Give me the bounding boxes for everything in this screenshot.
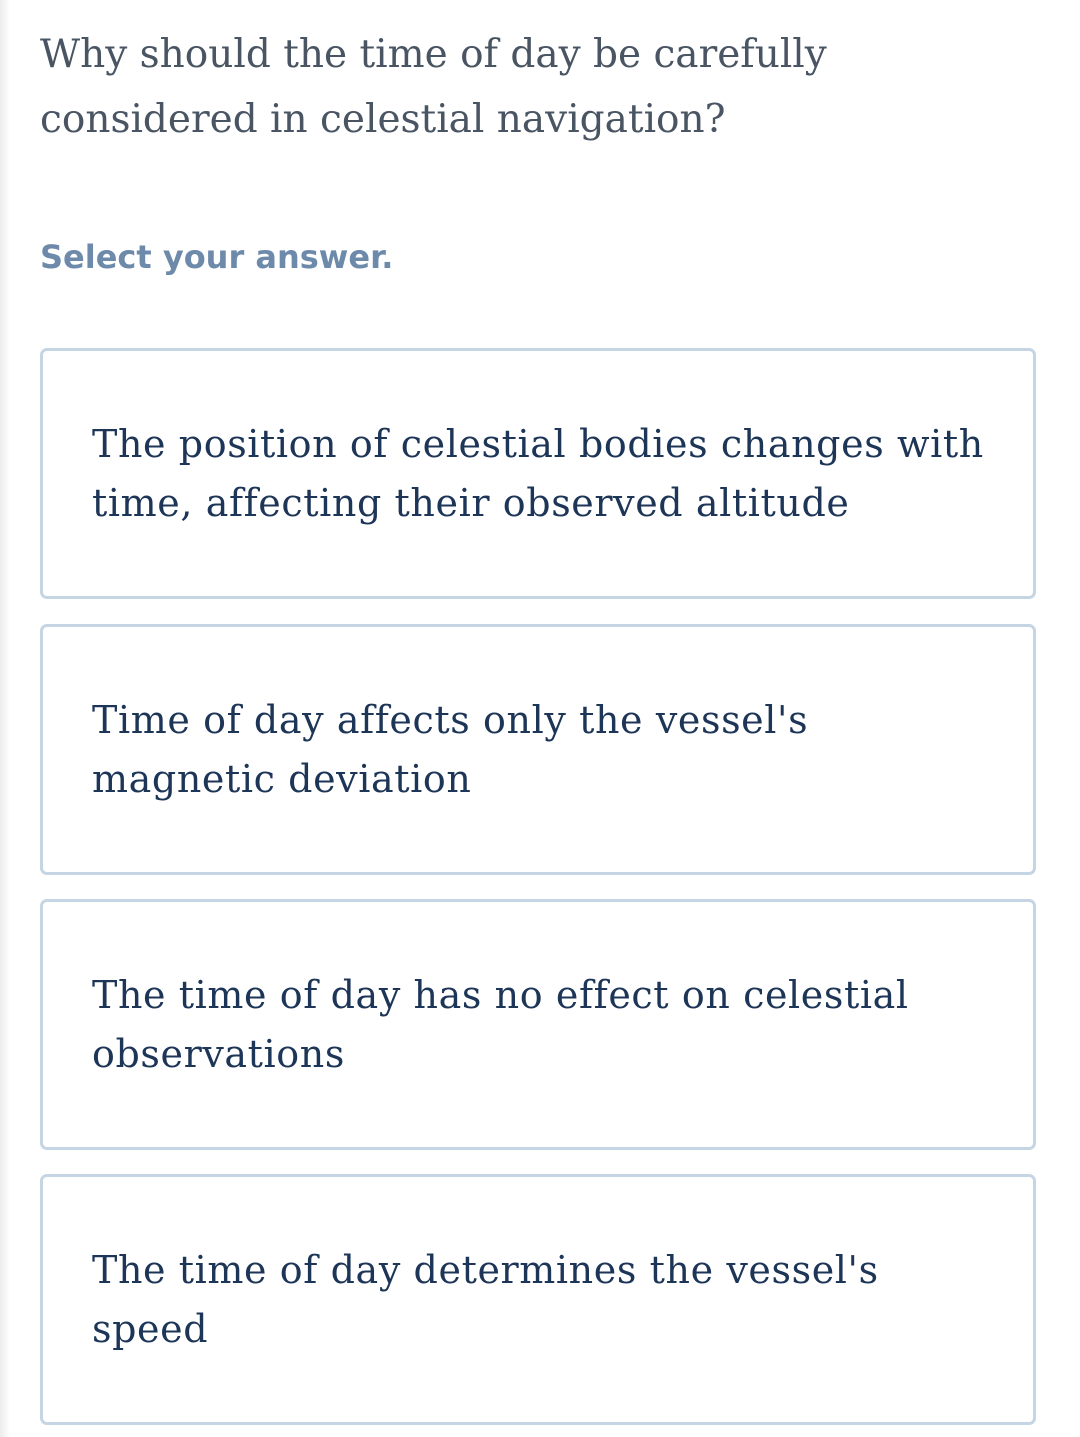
answer-option-3-label: The time of day has no effect on celestial observations xyxy=(92,973,909,1076)
select-answer-instruction: Select your answer. xyxy=(40,238,394,276)
answer-option-1[interactable] xyxy=(40,348,1036,599)
question-text: Why should the time of day be carefully considered in celestial navigation? xyxy=(40,32,827,142)
answer-option-4-label: The time of day determines the vessel's speed xyxy=(92,1248,879,1351)
answer-option-1-label: The position of celestial bodies changes with time, affecting their observed altitude xyxy=(92,422,984,525)
left-edge-shadow xyxy=(0,0,10,1437)
answer-option-2-label: Time of day affects only the vessel's magnetic deviation xyxy=(92,698,809,801)
answer-option-4[interactable] xyxy=(40,1174,1036,1425)
answer-option-2[interactable] xyxy=(40,624,1036,875)
answer-option-3[interactable] xyxy=(40,899,1036,1150)
